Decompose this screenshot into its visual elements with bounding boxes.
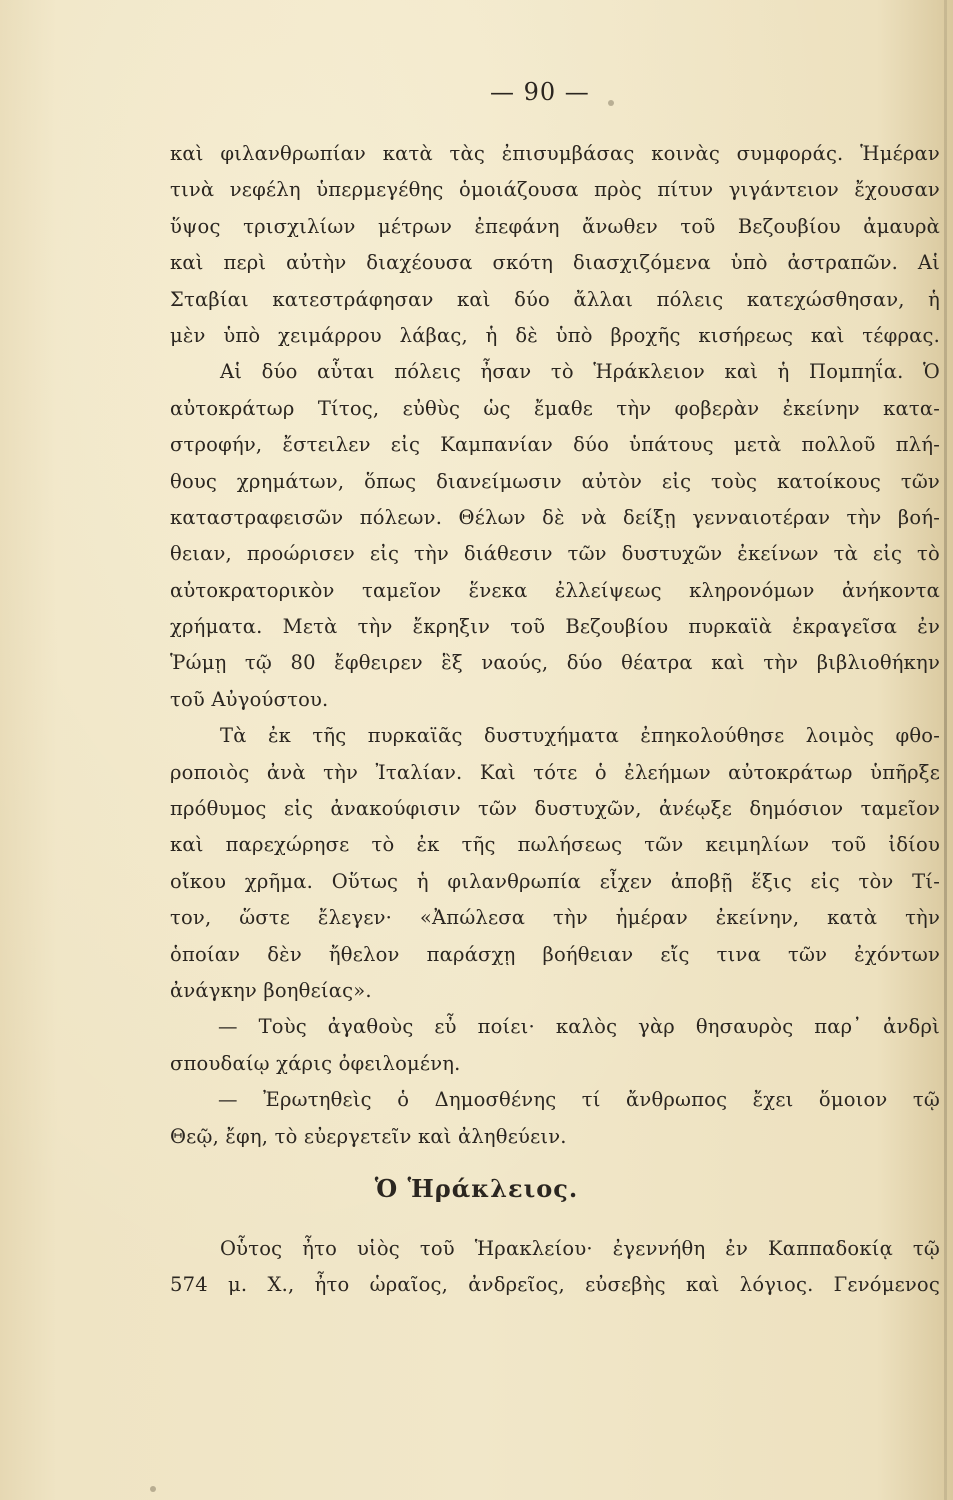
text-line: Οὗτος ἦτο υἱὸς τοῦ Ἡρακλείου· ἐγεννήθη ἐν Καππαδοκίᾳ τῷ xyxy=(220,1237,940,1260)
ink-smudge xyxy=(608,100,614,106)
text-line: τον, ὥστε ἔλεγεν· «Ἀπώλεσα τὴν ἡμέραν ἐκείνην, κατὰ τὴν xyxy=(170,906,940,930)
text-line: — Ἐρωτηθεὶς ὁ Δημοσθένης τί ἄνθρωπος ἔχει ὅμοιον τῷ xyxy=(218,1088,940,1112)
text-line: αὐτοκράτωρ Τίτος, εὐθὺς ὡς ἔμαθε τὴν φοβερὰν ἐκείνην κατα- xyxy=(170,396,940,420)
page-edge xyxy=(944,0,947,1500)
ink-smudge xyxy=(150,1486,156,1492)
text-line: Τὰ ἐκ τῆς πυρκαϊᾶς δυστυχήματα ἐπηκολούθησε λοιμὸς φθο- xyxy=(220,724,940,748)
text-line: Σταβίαι κατεστράφησαν καὶ δύο ἄλλαι πόλεις κατεχώσθησαν, ἡ xyxy=(170,287,940,311)
text-line: σπουδαίῳ χάρις ὀφειλομένη. xyxy=(170,1051,461,1075)
text-line: χρήματα. Μετὰ τὴν ἔκρηξιν τοῦ Βεζουβίου πυρκαϊὰ ἐκραγεῖσα ἐν xyxy=(170,615,940,639)
section-heading: Ὁ Ἡράκλειος. xyxy=(374,1174,579,1203)
text-line: ὁποίαν δὲν ἤθελον παράσχῃ βοήθειαν εἴς τινα τῶν ἐχόντων xyxy=(170,942,940,966)
text-line: Θεῷ, ἔφη, τὸ εὐεργετεῖν καὶ ἀληθεύειν. xyxy=(170,1124,567,1148)
text-line: καὶ φιλανθρωπίαν κατὰ τὰς ἐπισυμβάσας κοινὰς συμφοράς. Ἡμέραν xyxy=(170,142,940,165)
text-line: ροποιὸς ἀνὰ τὴν Ἰταλίαν. Καὶ τότε ὁ ἐλεήμων αὐτοκράτωρ ὑπῆρξε xyxy=(170,760,940,784)
text-line: μὲν ὑπὸ χειμάρρου λάβας, ἡ δὲ ὑπὸ βροχῆς κισήρεως καὶ τέφρας. xyxy=(170,323,940,347)
text-line: οἴκου χρῆμα. Οὕτως ἡ φιλανθρωπία εἶχεν ἀποβῇ ἕξις εἰς τὸν Τί- xyxy=(170,869,940,893)
text-line: Ῥώμῃ τῷ 80 ἔφθειρεν ἓξ ναούς, δύο θέατρα καὶ τὴν βιβλιοθήκην xyxy=(170,651,940,675)
text-line: πρόθυμος εἰς ἀνακούφισιν τῶν δυστυχῶν, ἀνέῳξε δημόσιον ταμεῖον xyxy=(170,797,940,821)
text-line: τοῦ Αὐγούστου. xyxy=(170,687,329,711)
text-line: τινὰ νεφέλη ὑπερμεγέθης ὁμοιάζουσα πρὸς πίτυν γιγάντειον ἔχουσαν xyxy=(170,178,940,202)
text-line: καὶ περὶ αὐτὴν διαχέουσα σκότη διασχιζόμενα ὑπὸ ἀστραπῶν. Αἱ xyxy=(170,251,940,275)
text-line: — Τοὺς ἀγαθοὺς εὖ ποίει· καλὸς γὰρ θησαυρὸς παρ᾽ ἀνδρὶ xyxy=(218,1015,940,1039)
text-line: θους χρημάτων, ὅπως διανείμωσιν αὐτὸν εἰς τοὺς κατοίκους τῶν xyxy=(170,469,940,493)
text-line: στροφήν, ἔστειλεν εἰς Καμπανίαν δύο ὑπάτους μετὰ πολλοῦ πλή- xyxy=(170,433,940,457)
text-line: καὶ παρεχώρησε τὸ ἐκ τῆς πωλήσεως τῶν κειμηλίων τοῦ ἰδίου xyxy=(170,833,940,857)
text-line: καταστραφεισῶν πόλεων. Θέλων δὲ νὰ δείξῃ γενναιοτέραν τὴν βοή- xyxy=(170,505,940,529)
page-number: — 90 — xyxy=(490,78,590,106)
text-line: 574 μ. Χ., ἦτο ὡραῖος, ἀνδρεῖος, εὐσεβὴς καὶ λόγιος. Γενόμενος xyxy=(170,1273,940,1297)
text-line: ὕψος τρισχιλίων μέτρων ἐπεφάνη ἄνωθεν τοῦ Βεζουβίου ἀμαυρὰ xyxy=(170,214,940,238)
main-text xyxy=(170,136,940,1155)
text-line: Αἱ δύο αὗται πόλεις ἦσαν τὸ Ἡράκλειον καὶ ἡ Πομπηΐα. Ὁ xyxy=(220,360,940,384)
text-line: θειαν, προώρισεν εἰς τὴν διάθεσιν τῶν δυστυχῶν ἐκείνων τὰ εἰς τὸ xyxy=(170,542,940,566)
text-line: αὐτοκρατορικὸν ταμεῖον ἕνεκα ἐλλείψεως κληρονόμων ἀνήκοντα xyxy=(170,578,940,602)
section-text xyxy=(170,1231,940,1304)
text-line: ἀνάγκην βοηθείας». xyxy=(170,978,372,1002)
